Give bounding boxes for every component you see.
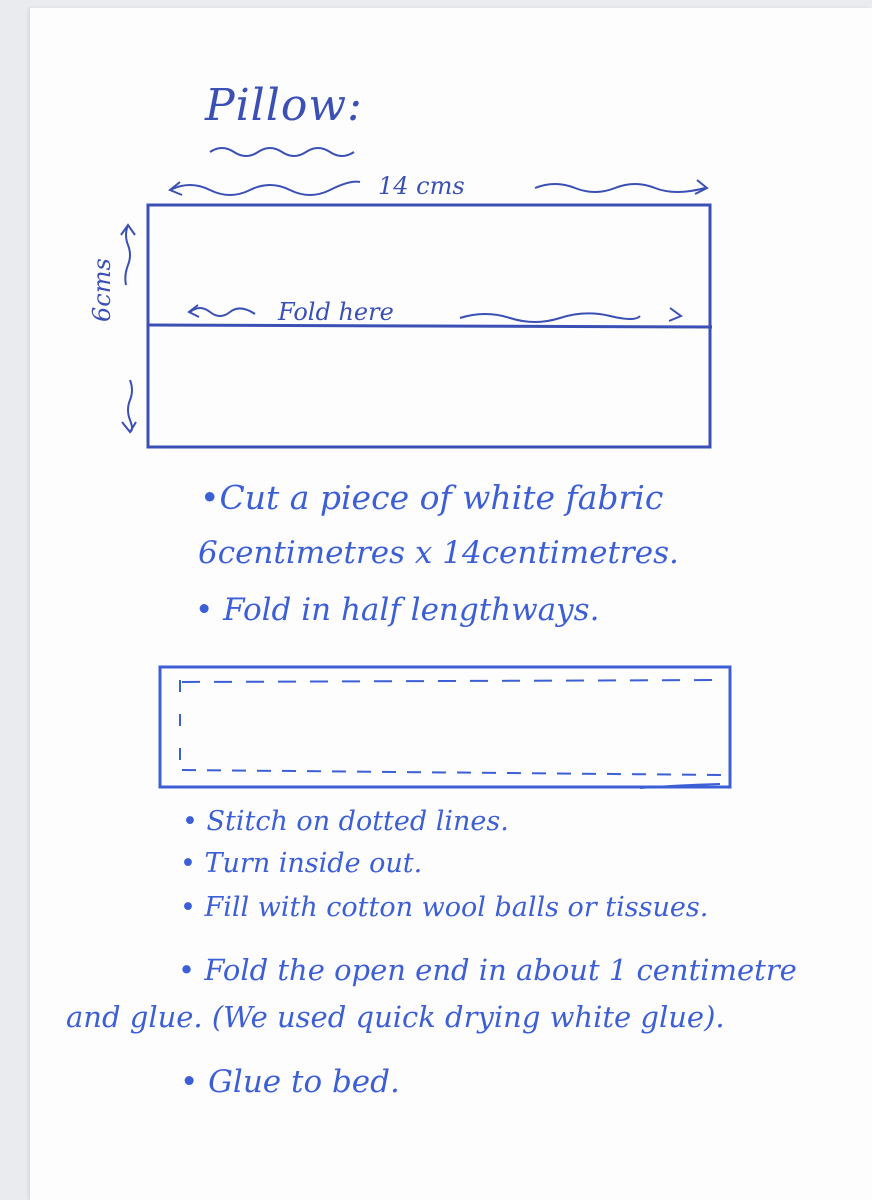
instruction-fill: • Fill with cotton wool balls or tissues.	[180, 892, 709, 923]
instruction-dimensions: 6centimetres x 14centimetres.	[198, 535, 679, 571]
fold-label: Fold here	[278, 298, 394, 326]
fold-line	[148, 325, 712, 327]
instruction-fold-end: • Fold the open end in about 1 centimetre	[178, 953, 797, 987]
width-arrow-right	[535, 184, 705, 192]
instruction-glue-bed: • Glue to bed.	[180, 1064, 400, 1100]
stitch-line-top	[182, 680, 722, 682]
instruction-cut: •Cut a piece of white fabric	[200, 478, 664, 517]
width-label: 14 cms	[378, 172, 465, 200]
height-arrow-top	[125, 225, 130, 285]
height-label: 6cms	[88, 258, 116, 322]
instruction-stitch: • Stitch on dotted lines.	[182, 806, 509, 837]
title-underline	[210, 148, 354, 156]
page-title: Pillow:	[205, 80, 363, 131]
stitch-line-bottom	[182, 770, 722, 775]
stitch-rectangle	[160, 667, 730, 787]
instruction-glue-line: and glue. (We used quick drying white glue).	[66, 1000, 725, 1034]
height-arrow-bottom	[128, 380, 132, 432]
instruction-fold: • Fold in half lengthways.	[195, 592, 600, 628]
instruction-turn: • Turn inside out.	[180, 848, 423, 879]
fold-arrow-right	[460, 313, 640, 322]
fold-arrow-left	[190, 308, 255, 316]
width-arrow-left	[170, 182, 360, 195]
